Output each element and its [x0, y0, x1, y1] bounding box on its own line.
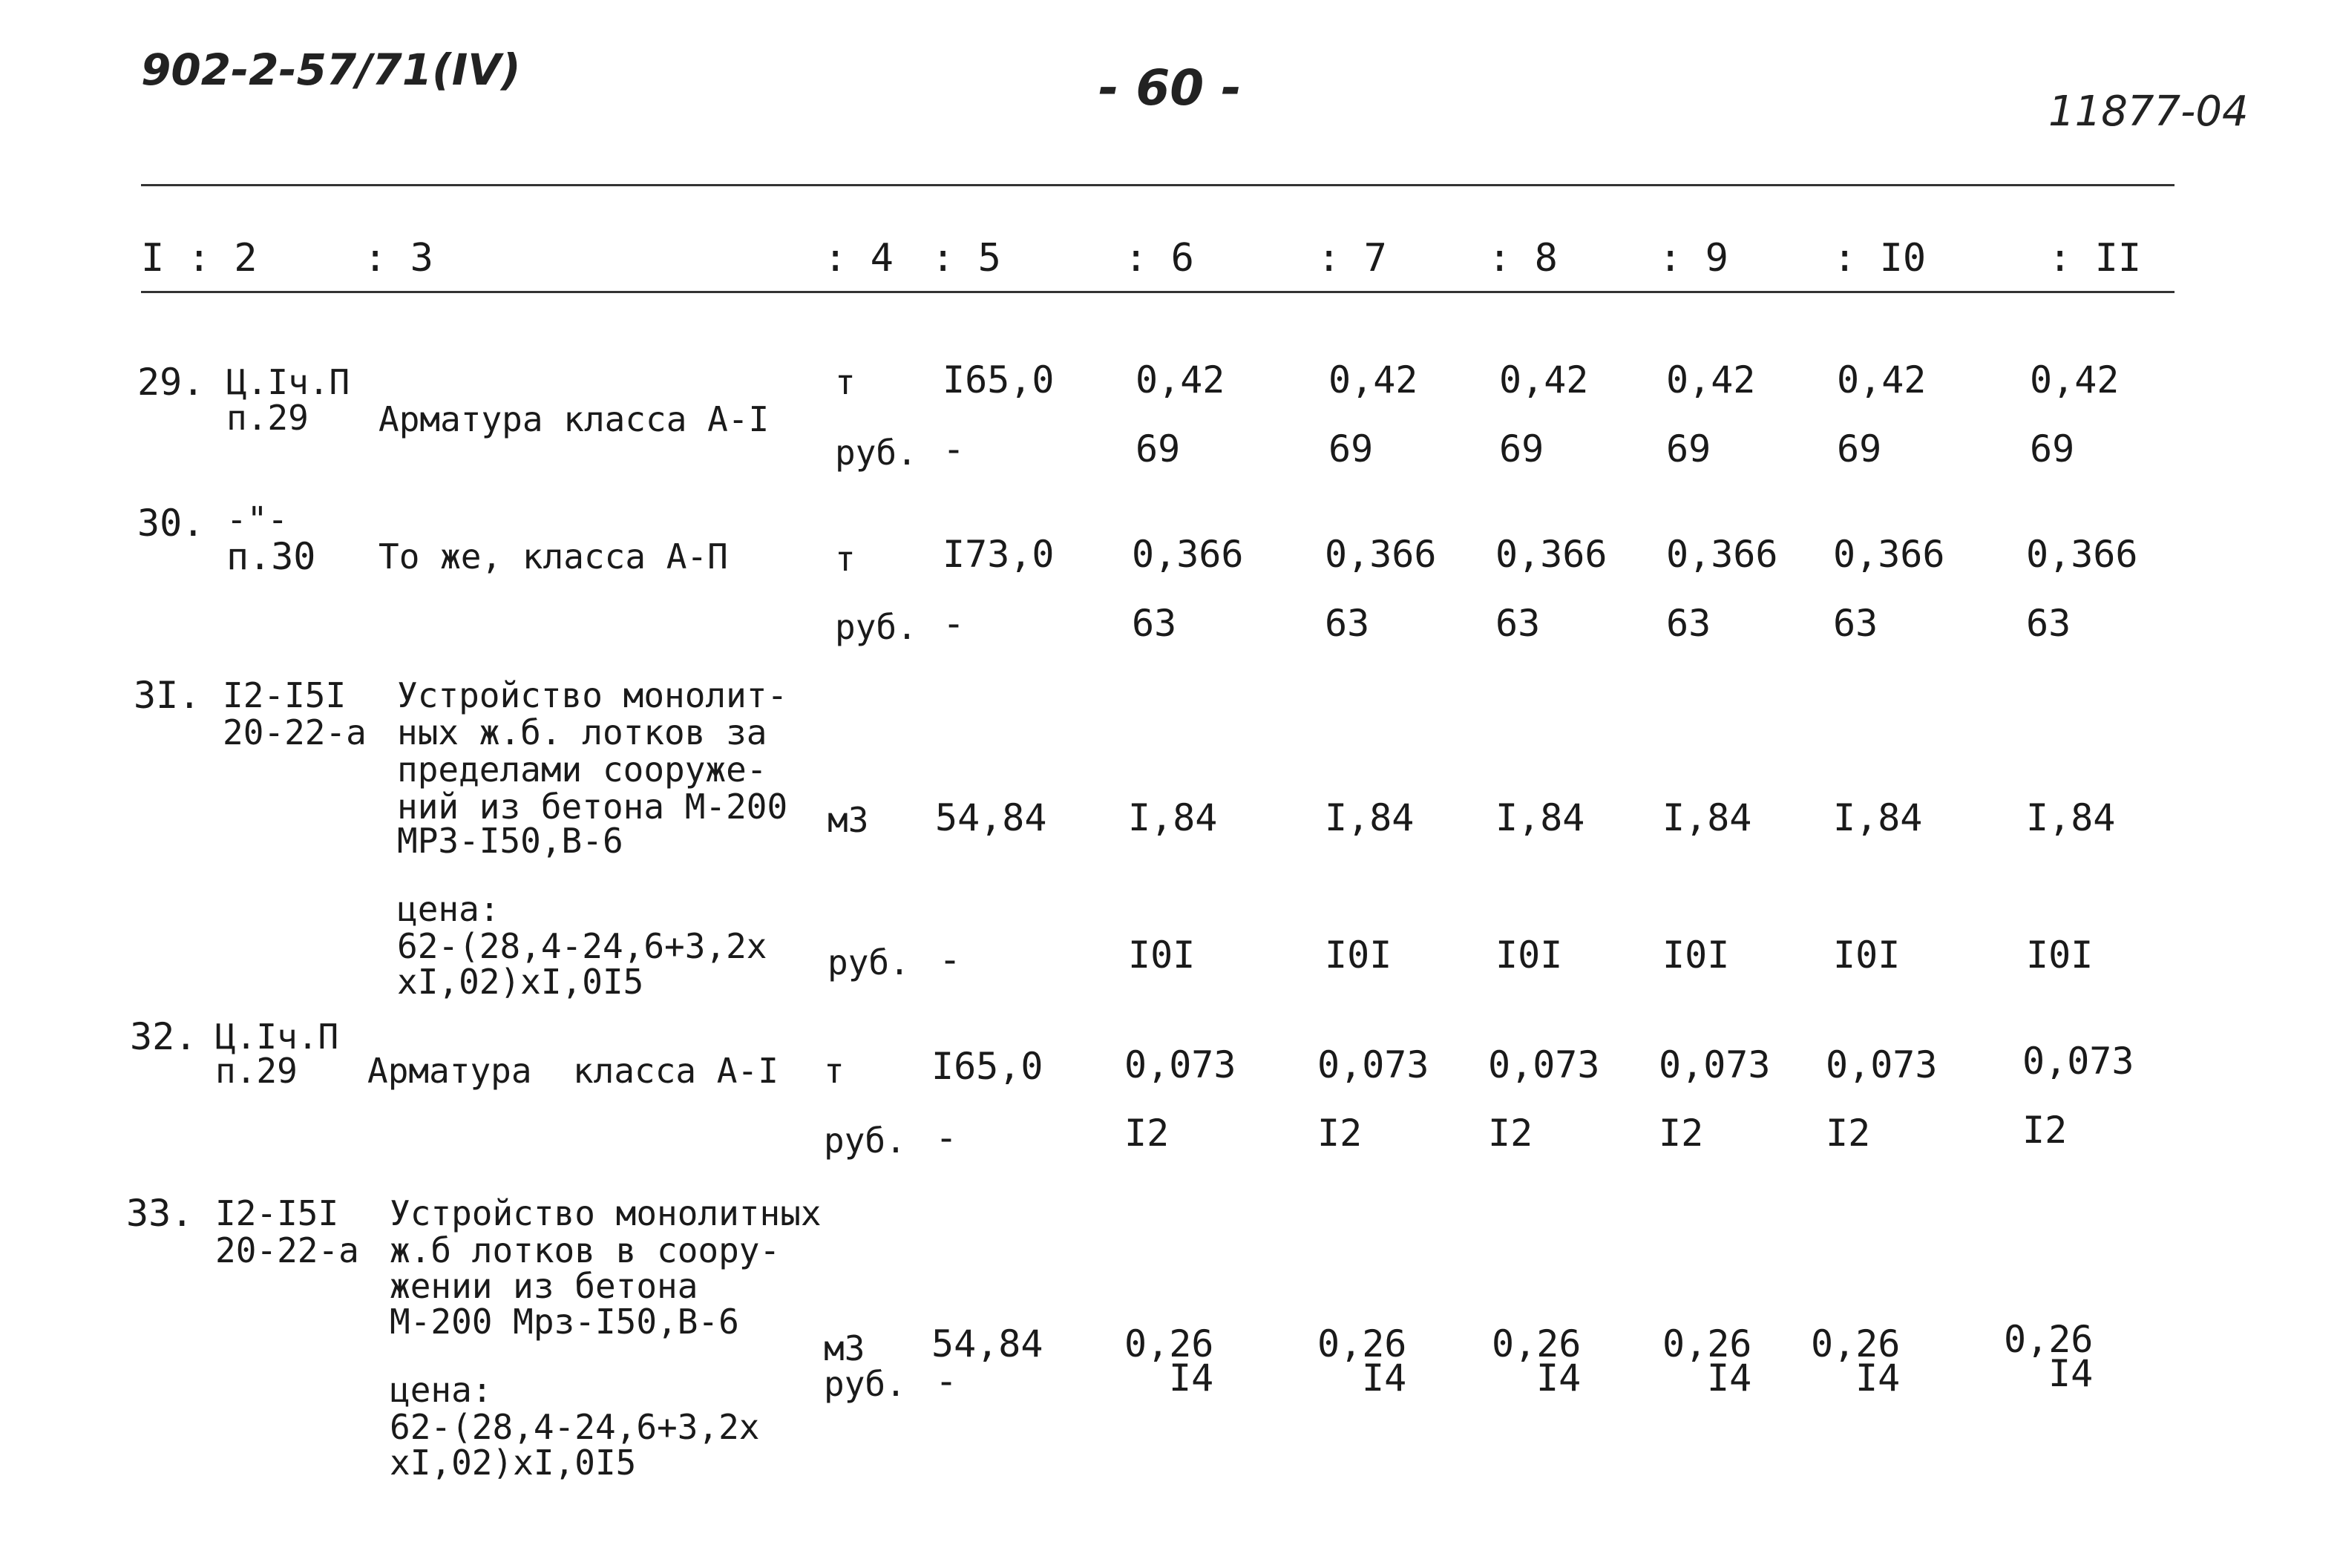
row-cost: I4	[2048, 1352, 2094, 1395]
row-description-line: Устройство монолит-	[397, 675, 788, 715]
row-qty: I,84	[1325, 796, 1415, 839]
row-description-line: То же, класса А-П	[378, 537, 728, 577]
row-qty: I,84	[1128, 796, 1218, 839]
row-qty: 0,26	[1492, 1322, 1582, 1365]
row-price: -	[935, 1359, 958, 1403]
row-qty: I,84	[1662, 796, 1752, 839]
row-qty: 0,366	[1833, 533, 1945, 576]
row-qty: 0,26	[1317, 1322, 1407, 1365]
row-code-line: -"-	[226, 499, 289, 539]
row-code-line: п.29	[215, 1051, 298, 1091]
row-code-line: п.29	[226, 398, 309, 438]
row-cost: 69	[1499, 427, 1544, 470]
row-qty: 0,073	[2022, 1040, 2134, 1083]
row-cost: I2	[1826, 1112, 1871, 1155]
row-price-note-line: хI,02)хI,0I5	[397, 962, 644, 1002]
col-header-3: : 3	[364, 236, 433, 281]
row-qty: I,84	[1495, 796, 1585, 839]
row-cost: I0I	[1325, 934, 1392, 977]
row-cost: I0I	[1128, 934, 1196, 977]
row-price: I65,0	[931, 1045, 1043, 1088]
row-qty: 0,26	[2004, 1318, 2094, 1361]
row-qty: I,84	[2026, 796, 2116, 839]
row-code-line: п.30	[226, 535, 316, 578]
row-qty: I,84	[1833, 796, 1923, 839]
row-code-line: Ц.Iч.П	[215, 1017, 339, 1057]
row-cost: I2	[1659, 1112, 1704, 1155]
row-price: 54,84	[935, 796, 1047, 839]
row-price-note-line: цена:	[397, 889, 500, 929]
row-cost: I2	[1317, 1112, 1363, 1155]
row-price-note-line: 62-(28,4-24,6+3,2х	[390, 1407, 760, 1447]
row-qty: 0,073	[1659, 1043, 1771, 1086]
row-cost: 63	[1833, 602, 1878, 645]
row-cost: 69	[1666, 427, 1711, 470]
col-header-8: : 8	[1488, 236, 1558, 281]
row-qty: 0,42	[2030, 358, 2120, 401]
row-cost: I4	[1362, 1357, 1407, 1400]
row-price: -	[943, 427, 966, 470]
row-qty: 0,366	[1495, 533, 1607, 576]
row-unit: т	[824, 1051, 845, 1091]
row-price-note-line: 62-(28,4-24,6+3,2х	[397, 926, 767, 966]
row-unit: руб.	[835, 607, 917, 647]
col-header-7: : 7	[1317, 236, 1387, 281]
row-price-note-line: цена:	[390, 1370, 493, 1410]
row-cost: I0I	[1495, 934, 1563, 977]
row-qty: 0,26	[1811, 1322, 1901, 1365]
row-cost: I4	[1855, 1357, 1901, 1400]
row-description-line: ний из бетона М-200	[397, 787, 788, 827]
row-qty: 0,073	[1488, 1043, 1600, 1086]
row-cost: 63	[1495, 602, 1541, 645]
row-number: 29.	[137, 361, 205, 404]
col-header-4: : 4	[824, 236, 894, 281]
top-rule	[141, 184, 2175, 186]
row-price: 54,84	[931, 1322, 1043, 1365]
sheet-number: 11877-04	[2048, 88, 2249, 136]
row-unit: т	[835, 539, 856, 579]
row-unit: руб.	[824, 1364, 906, 1404]
row-qty: 0,42	[1666, 358, 1756, 401]
row-price-note-line: хI,02)хI,0I5	[390, 1443, 637, 1483]
header-rule	[141, 291, 2175, 293]
row-number: 33.	[126, 1192, 194, 1235]
row-cost: I2	[2022, 1109, 2068, 1152]
row-description-line: пределами сооруже-	[397, 749, 767, 790]
row-cost: I4	[1536, 1357, 1582, 1400]
row-code-line: I2-I5I	[215, 1193, 339, 1233]
row-unit: руб.	[827, 942, 910, 983]
row-price: -	[939, 938, 962, 981]
row-cost: 69	[1135, 427, 1181, 470]
row-price: I65,0	[943, 358, 1055, 401]
row-unit: руб.	[835, 433, 917, 473]
row-qty: 0,42	[1135, 358, 1225, 401]
col-header-6: : 6	[1124, 236, 1194, 281]
row-qty: 0,073	[1317, 1043, 1429, 1086]
row-cost: 63	[1325, 602, 1370, 645]
row-code-line: I2-I5I	[223, 675, 347, 715]
row-qty: 0,26	[1662, 1322, 1752, 1365]
row-number: 3I.	[134, 674, 201, 717]
page-number: - 60 -	[1098, 59, 1242, 117]
row-qty: 0,073	[1124, 1043, 1236, 1086]
row-description-line: ных ж.б. лотков за	[397, 712, 767, 752]
col-header-1-2: I : 2	[141, 236, 258, 281]
row-qty: 0,366	[2026, 533, 2138, 576]
row-description-line: Арматура класса А-I	[367, 1051, 779, 1091]
row-description-line: ж.б лотков в соору-	[390, 1230, 781, 1270]
row-cost: I0I	[2026, 934, 2094, 977]
col-header-5: : 5	[931, 236, 1001, 281]
row-cost: I4	[1169, 1357, 1214, 1400]
row-description-line: Арматура класса А-I	[378, 399, 770, 439]
row-description-line: жении из бетона	[390, 1266, 698, 1306]
row-cost: I0I	[1662, 934, 1730, 977]
row-price: I73,0	[943, 533, 1055, 576]
row-code-line: 20-22-а	[215, 1230, 359, 1270]
row-qty: 0,366	[1666, 533, 1778, 576]
row-number: 32.	[130, 1015, 197, 1058]
row-unit: м3	[824, 1328, 865, 1368]
row-qty: 0,42	[1837, 358, 1927, 401]
row-qty: 0,42	[1499, 358, 1589, 401]
row-cost: 69	[1328, 427, 1374, 470]
row-code-line: 20-22-а	[223, 712, 367, 752]
row-qty: 0,073	[1826, 1043, 1938, 1086]
row-unit: м3	[827, 800, 869, 840]
row-cost: 63	[1666, 602, 1711, 645]
row-qty: 0,366	[1325, 533, 1437, 576]
document-code: 902-2-57/71(IV)	[141, 45, 521, 95]
row-cost: 63	[1132, 602, 1177, 645]
row-number: 30.	[137, 502, 205, 545]
row-description-line: МРЗ-I50,В-6	[397, 821, 623, 861]
row-price: -	[935, 1116, 958, 1159]
row-description-line: Устройство монолитных	[390, 1193, 822, 1233]
row-price: -	[943, 602, 966, 645]
row-qty: 0,26	[1124, 1322, 1214, 1365]
row-cost: I4	[1707, 1357, 1752, 1400]
col-header-9: : 9	[1659, 236, 1728, 281]
row-cost: I2	[1124, 1112, 1170, 1155]
row-unit: руб.	[824, 1121, 906, 1161]
row-cost: I2	[1488, 1112, 1533, 1155]
row-cost: 69	[1837, 427, 1882, 470]
row-code-line: Ц.Iч.П	[226, 362, 350, 402]
row-unit: т	[835, 362, 856, 402]
col-header-11: : II	[2048, 236, 2142, 281]
row-cost: 63	[2026, 602, 2071, 645]
row-description-line: М-200 Мрз-I50,В-6	[390, 1302, 739, 1342]
row-cost: 69	[2030, 427, 2075, 470]
col-header-10: : I0	[1833, 236, 1927, 281]
row-cost: I0I	[1833, 934, 1901, 977]
row-qty: 0,366	[1132, 533, 1244, 576]
row-qty: 0,42	[1328, 358, 1418, 401]
